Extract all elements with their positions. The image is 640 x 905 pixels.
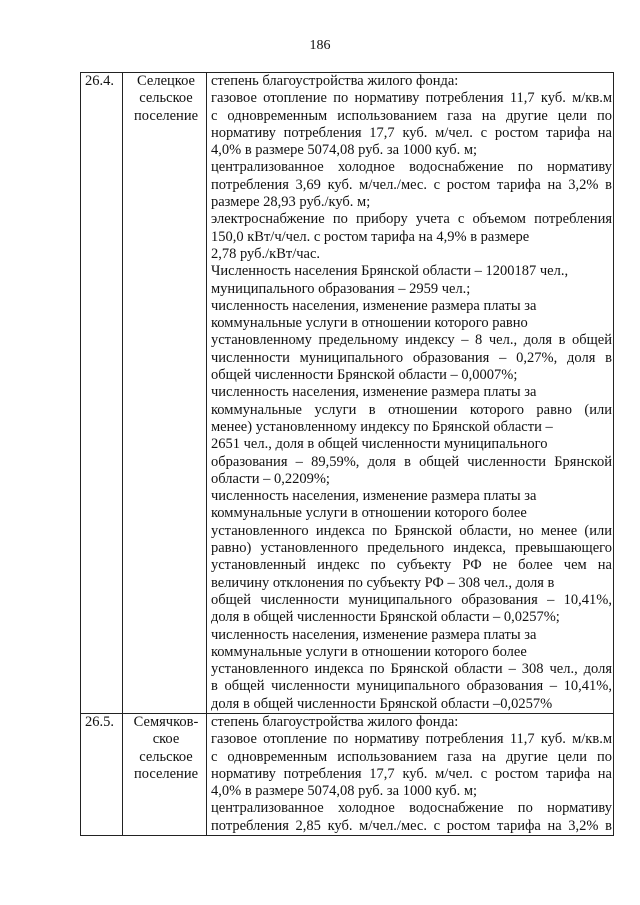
settlement-name-line: Селецкое — [137, 73, 195, 89]
description-line: численность населения, изменение размера платы за — [211, 488, 537, 505]
description-line: нормативу потребления 17,7 куб. м/чел. с ростом тарифа на — [211, 124, 612, 141]
description-cell — [207, 713, 614, 835]
settlement-name-line: Семячков- — [133, 713, 199, 730]
description-line: муниципального образования – 2959 чел.; — [211, 280, 471, 297]
description-line: установленного индекса по Брянской области, но менее (или — [211, 522, 612, 539]
description-line: потребления 2,85 куб. м/чел./мес. с ростом тарифа на 3,2% в — [211, 817, 612, 834]
description-line: численность населения, изменение размера платы за — [211, 297, 537, 314]
settlement-name-line: ское — [152, 731, 180, 748]
description-line: величину отклонения по субъекту РФ – 308 чел., доля в — [211, 574, 555, 591]
description-line: 4,0% в размере 5074,08 руб. за 1000 куб. м; — [211, 783, 478, 800]
document-table — [80, 72, 614, 836]
settlement-name-line: сельское — [139, 748, 193, 765]
description-line: Численность населения Брянской области – 1200187 чел., — [211, 263, 569, 280]
table-row-26-4 — [81, 73, 614, 714]
description-line: газовое отопление по нормативу потребления 11,7 куб. м/кв.м — [211, 90, 612, 107]
description-line: равно) установленного предельного индекса, превышающего — [211, 540, 612, 557]
description-line: коммунальные услуги в отношении которого равно (или — [211, 401, 612, 418]
description-line: образования – 89,59%, доля в общей численности Брянской — [211, 453, 612, 470]
settlement-name-cell — [123, 713, 207, 835]
row-number-cell — [81, 73, 123, 714]
description-line: численности муниципального образования – 0,27%, доля в — [211, 349, 612, 366]
settlement-name-line: поселение — [133, 765, 199, 782]
row-number: 26.5. — [85, 713, 114, 730]
description-line: с одновременным использованием газа на другие цели по — [211, 748, 612, 765]
description-line: установленного индекса по Брянской области – 308 чел., доля — [211, 661, 612, 678]
description-line: менее) установленному индексу по Брянской области – — [211, 418, 553, 435]
table-row-26-5 — [81, 713, 614, 835]
description-line: численность населения, изменение размера платы за — [211, 626, 537, 643]
description-line: области – 0,2209%; — [211, 470, 330, 487]
description-line: установленному предельному индексу – 8 чел., доля в общей — [211, 332, 612, 349]
description-line: степень благоустройства жилого фонда: — [211, 73, 459, 89]
description-line: степень благоустройства жилого фонда: — [211, 713, 459, 730]
description-cell — [207, 73, 614, 714]
description-line: доля в общей численности Брянской области –0,0257% — [211, 695, 553, 712]
page-number: 186 — [309, 38, 331, 53]
description-line: установленный индекс по субъекту РФ не более чем на — [211, 557, 612, 574]
description-line: размере 28,93 руб./куб. м; — [211, 194, 371, 211]
description-line: численность населения, изменение размера платы за — [211, 384, 537, 401]
description-line: коммунальные услуги в отношении которого равно — [211, 315, 528, 332]
description-line: с одновременным использованием газа на другие цели по — [211, 107, 612, 124]
settlement-name-line: поселение — [133, 107, 199, 124]
description-line: 2,78 руб./кВт/час. — [211, 245, 321, 262]
settlement-name-line: сельское — [139, 90, 193, 107]
description-line: 4,0% в размере 5074,08 руб. за 1000 куб. м; — [211, 142, 478, 159]
description-line: централизованное холодное водоснабжение по нормативу — [211, 800, 612, 817]
document-table-body — [81, 73, 614, 836]
description-line: электроснабжение по прибору учета с объемом потребления — [211, 211, 612, 228]
description-line: 150,0 кВт/ч/чел. с ростом тарифа на 4,9% в размере — [211, 228, 530, 245]
description-line: централизованное холодное водоснабжение по нормативу — [211, 159, 612, 176]
description-line: нормативу потребления 17,7 куб. м/чел. с ростом тарифа на — [211, 765, 612, 782]
row-number-cell — [81, 713, 123, 835]
settlement-name-cell — [123, 73, 207, 714]
description-line: 2651 чел., доля в общей численности муниципального — [211, 436, 548, 453]
description-line: в общей численности муниципального образования – 10,41%, — [211, 678, 612, 695]
description-line: коммунальные услуги в отношении которого более — [211, 505, 527, 522]
description-line: доля в общей численности Брянской области – 0,0257%; — [211, 609, 560, 626]
description-line: общей численности Брянской области – 0,0007%; — [211, 367, 518, 384]
description-line: газовое отопление по нормативу потребления 11,7 куб. м/кв.м — [211, 731, 612, 748]
description-line: коммунальные услуги в отношении которого более — [211, 643, 527, 660]
description-line: потребления 3,69 куб. м/чел./мес. с ростом тарифа на 3,2% в — [211, 176, 612, 193]
row-number: 26.4. — [85, 73, 114, 89]
description-line: общей численности муниципального образования – 10,41%, — [211, 591, 612, 608]
